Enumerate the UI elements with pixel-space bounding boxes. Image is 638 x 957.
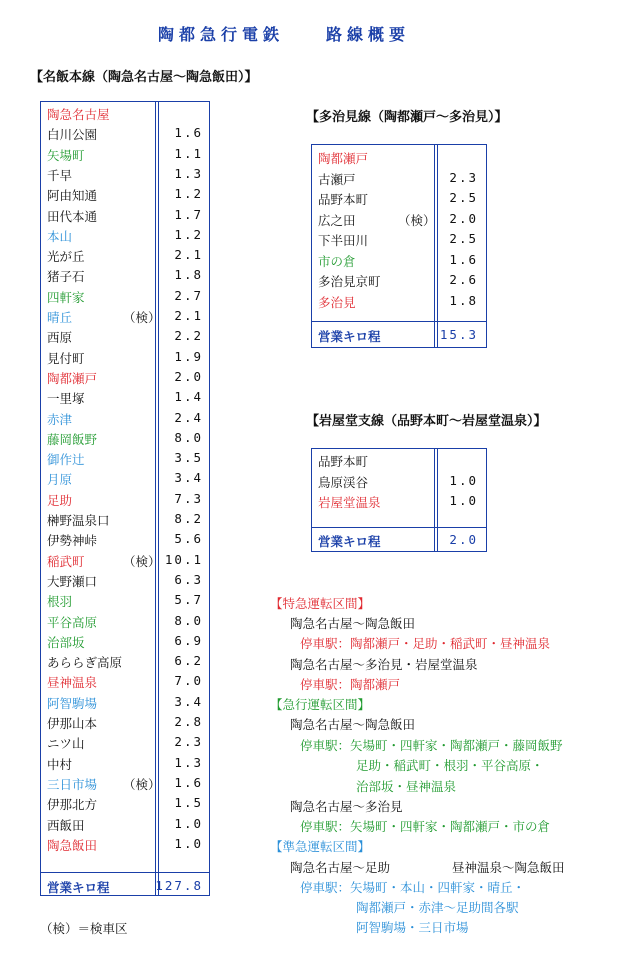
station-distance: 1.7 (174, 206, 203, 222)
station-distance: 1.1 (174, 145, 203, 161)
express-stops-1-line-2: 足助・稲武町・根羽・平谷高原・ (356, 758, 544, 773)
station-distance: 1.9 (174, 348, 203, 364)
station-distance: 6.2 (174, 653, 203, 669)
station-name: 多治見京町 (318, 274, 381, 289)
station-distance: 2.3 (449, 169, 478, 185)
station-distance: 2.2 (174, 328, 203, 344)
station-name: 西飯田 (47, 817, 85, 833)
station-distance: 1.6 (174, 774, 203, 790)
station-distance: 6.9 (174, 632, 203, 648)
station-distance: 7.3 (174, 490, 203, 506)
station-name: あららぎ高原 (47, 655, 123, 671)
station-name: 伊那北方 (47, 797, 98, 813)
total-label: 営業キロ程 (318, 534, 381, 549)
station-name: 光が丘 (47, 249, 85, 265)
station-name: ニツ山 (47, 736, 85, 752)
station-name: 陶急名古屋 (47, 107, 110, 122)
limited-express-heading: 【特急運転区間】 (270, 596, 371, 611)
tajimi-line-heading: 【多治見線（陶都瀬戸～多治見）】 (306, 110, 508, 125)
station-name: 田代本通 (47, 208, 98, 224)
station-name: 陶都瀬戸 (318, 151, 369, 166)
station-distance: 6.3 (174, 571, 203, 587)
station-name: 御作辻 (47, 452, 85, 468)
express-stops-1-line-1: 停車駅：矢場町・四軒家・陶都瀬戸・藤岡飯野 (300, 738, 563, 753)
limited-express-stops-2: 停車駅：陶都瀬戸 (300, 677, 401, 692)
station-distance: 8.0 (174, 429, 203, 445)
station-name: 古瀬戸 (318, 171, 356, 187)
station-name: 四軒家 (47, 289, 85, 305)
total-value: 2.0 (449, 532, 478, 547)
total-value: 127.8 (155, 878, 203, 893)
depot-marker: （検） (123, 310, 161, 325)
station-name: 稲武町 (47, 553, 85, 569)
total-label: 営業キロ程 (318, 329, 381, 344)
station-name: 陶都瀬戸 (47, 370, 98, 386)
total-separator (41, 872, 209, 873)
station-name: 品野本町 (318, 454, 369, 469)
station-name: 品野本町 (318, 192, 369, 207)
station-name: 治部坂 (47, 634, 85, 650)
depot-marker: （検） (123, 553, 161, 569)
station-name: 赤津 (47, 411, 73, 427)
station-name: 猪子石 (47, 269, 85, 285)
station-distance: 3.5 (174, 450, 203, 466)
station-name: 本山 (47, 228, 73, 244)
station-distance: 1.0 (449, 472, 478, 488)
station-distance: 2.5 (449, 190, 478, 205)
station-name: 白川公園 (47, 127, 98, 143)
table-divider (434, 449, 435, 551)
station-distance: 2.4 (174, 409, 203, 425)
semi-express-stops-line-3: 阿智駒場・三日市場 (356, 920, 469, 935)
iwayado-line-heading: 【岩屋堂支線（品野本町～岩屋堂温泉）】 (306, 414, 547, 429)
express-route-2: 陶急名古屋～多治見 (290, 799, 403, 814)
station-distance: 1.0 (174, 835, 203, 851)
express-heading: 【急行運転区間】 (270, 697, 371, 712)
station-name: 伊那山本 (47, 716, 98, 731)
page-title: 陶都急行電鉄 路線概要 (158, 25, 411, 44)
station-distance: 8.2 (174, 511, 203, 526)
total-label: 営業キロ程 (47, 880, 110, 895)
station-name: 多治見 (318, 294, 356, 310)
total-separator (312, 527, 486, 528)
station-name: 伊勢神峠 (47, 533, 98, 549)
semi-express-stops-line-2: 陶都瀬戸・赤津～足助間各駅 (356, 900, 519, 915)
station-distance: 2.0 (449, 210, 478, 226)
station-distance: 1.8 (174, 267, 203, 283)
station-distance: 1.8 (449, 292, 478, 308)
station-distance: 2.1 (174, 308, 203, 323)
station-name: 阿由知通 (47, 188, 98, 204)
depot-marker: （検） (398, 212, 436, 228)
station-name: 市の倉 (318, 253, 356, 269)
station-distance: 2.5 (449, 231, 478, 246)
station-distance: 1.5 (174, 795, 203, 811)
station-distance: 7.0 (174, 673, 203, 689)
station-name: 藤岡飯野 (47, 431, 98, 447)
station-name: 平谷高原 (47, 614, 98, 630)
station-name: 三日市場 (47, 776, 98, 792)
station-distance: 5.6 (174, 531, 203, 547)
station-name: 鳥原渓谷 (318, 474, 369, 490)
table-divider (437, 449, 438, 551)
station-name: 陶急飯田 (47, 837, 98, 853)
tajimi-line-table (311, 144, 487, 348)
semi-express-route-2: 昼神温泉～陶急飯田 (452, 860, 565, 875)
station-name: 一里塚 (47, 391, 85, 407)
station-name: 岩屋堂温泉 (318, 495, 381, 510)
station-distance: 8.0 (174, 612, 203, 628)
station-distance: 5.7 (174, 592, 203, 608)
iwayado-line-table (311, 448, 487, 552)
station-name: 千早 (47, 167, 73, 183)
station-name: 月原 (47, 472, 73, 488)
total-value: 15.3 (439, 327, 478, 342)
station-name: 晴丘 (47, 310, 73, 325)
table-divider (437, 145, 438, 347)
station-distance: 1.2 (174, 186, 203, 202)
station-name: 根羽 (47, 594, 73, 610)
station-distance: 1.6 (174, 125, 203, 141)
station-name: 西原 (47, 330, 73, 346)
station-name: 大野瀬口 (47, 573, 98, 589)
depot-marker: （検） (123, 776, 161, 792)
station-distance: 1.3 (174, 754, 203, 770)
station-distance: 1.3 (174, 165, 203, 181)
limited-express-stops-1: 停車駅：陶都瀬戸・足助・稲武町・昼神温泉 (300, 636, 551, 651)
station-name: 榊野温泉口 (47, 513, 110, 528)
express-route-1: 陶急名古屋～陶急飯田 (290, 717, 416, 732)
station-distance: 2.7 (174, 287, 203, 303)
station-name: 矢場町 (47, 147, 85, 163)
semi-express-route-1: 陶急名古屋～足助 (290, 860, 391, 875)
station-name: 下半田川 (318, 233, 369, 248)
depot-footnote: （検）＝検車区 (40, 921, 128, 936)
station-distance: 2.0 (174, 368, 203, 384)
station-name: 見付町 (47, 350, 85, 366)
station-name: 広之田 (318, 212, 356, 228)
limited-express-route-1: 陶急名古屋～陶急飯田 (290, 616, 416, 631)
station-name: 中村 (47, 756, 73, 772)
station-distance: 2.8 (174, 714, 203, 729)
semi-express-heading: 【準急運転区間】 (270, 839, 371, 854)
total-separator (312, 321, 486, 322)
main-line-heading: 【名飯本線（陶急名古屋～陶急飯田）】 (30, 70, 258, 85)
station-distance: 1.2 (174, 226, 203, 242)
station-distance: 1.0 (449, 493, 478, 508)
semi-express-stops-line-1: 停車駅：矢場町・本山・四軒家・晴丘・ (300, 880, 526, 895)
express-stops-2: 停車駅：矢場町・四軒家・陶都瀬戸・市の倉 (300, 819, 551, 834)
station-name: 阿智駒場 (47, 695, 98, 711)
station-distance: 1.4 (174, 389, 203, 405)
station-distance: 1.0 (174, 815, 203, 831)
station-distance: 2.3 (174, 734, 203, 750)
table-divider (434, 145, 435, 347)
station-distance: 2.1 (174, 247, 203, 263)
limited-express-route-2: 陶急名古屋～多治見・岩屋堂温泉 (290, 657, 478, 672)
station-distance: 10.1 (164, 551, 203, 567)
station-name: 足助 (47, 492, 73, 508)
station-distance: 1.6 (449, 251, 478, 267)
main-line-table (40, 101, 210, 896)
station-distance: 2.6 (449, 272, 478, 287)
station-distance: 3.4 (174, 693, 203, 709)
station-distance: 3.4 (174, 470, 203, 486)
express-stops-1-line-3: 治部坂・昼神温泉 (356, 779, 457, 794)
station-name: 昼神温泉 (47, 675, 98, 691)
